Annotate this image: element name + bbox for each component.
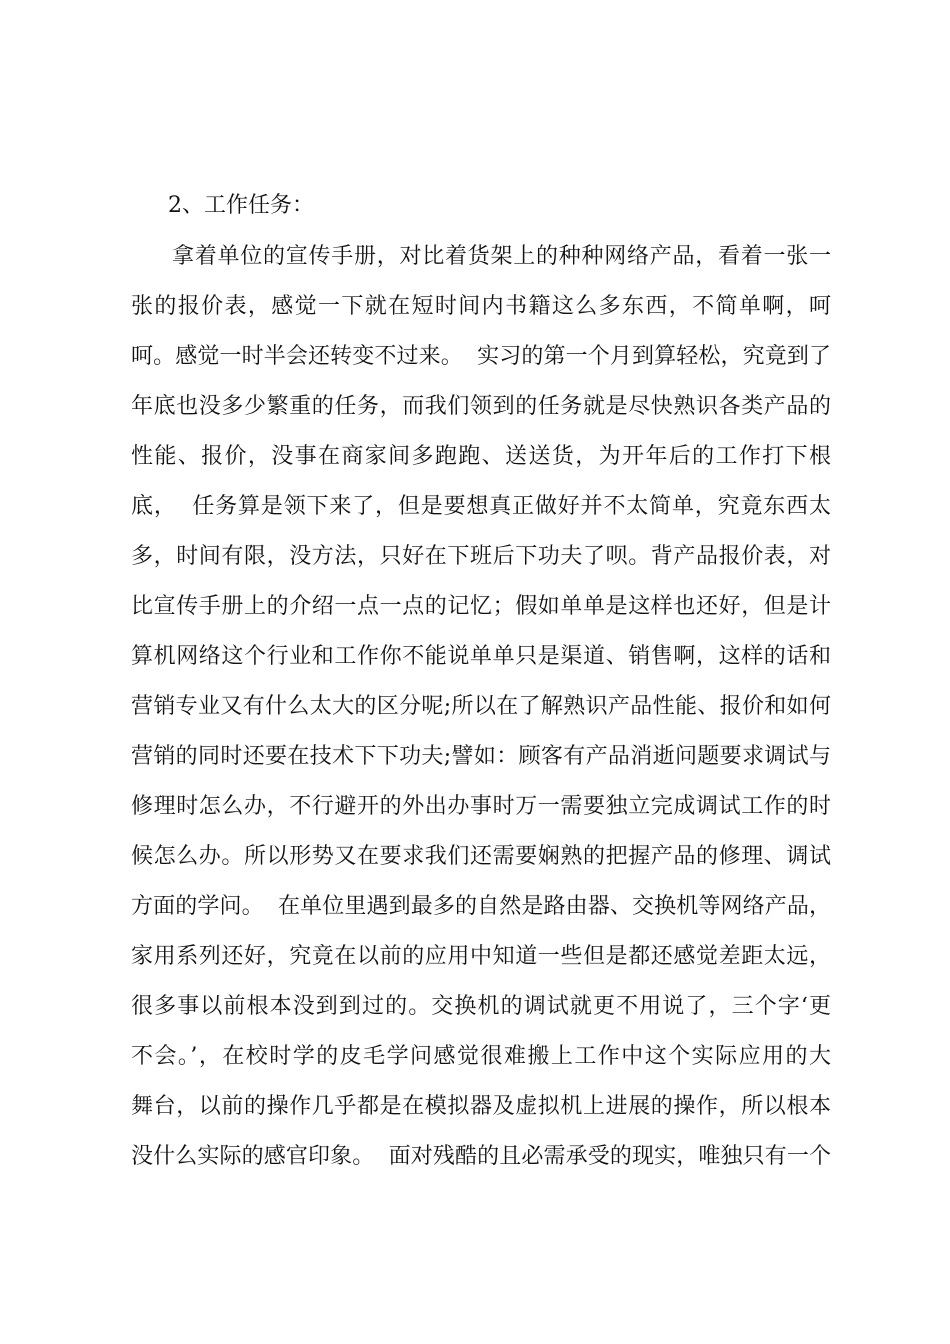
paragraph-line: 比宣传手册上的介绍一点一点的记忆；假如单单是这样也还好，但是计 xyxy=(131,594,831,619)
paragraph-line: 没什么实际的感官印象。 面对残酷的且必需承受的现实，唯独只有一个 xyxy=(131,1144,831,1169)
paragraph-line: 算机网络这个行业和工作你不能说单单只是渠道、销售啊，这样的话和 xyxy=(131,644,831,669)
paragraph-line: 营销的同时还要在技术下下功夫;譬如：顾客有产品消逝问题要求调试与 xyxy=(131,744,831,769)
paragraph-line: 呵。感觉一时半会还转变不过来。 实习的第一个月到算轻松，究竟到了 xyxy=(131,344,831,369)
paragraph-line: 多，时间有限，没方法，只好在下班后下功夫了呗。背产品报价表，对 xyxy=(131,544,831,569)
paragraph-line: 性能、报价，没事在商家间多跑跑、送送货，为开年后的工作打下根 xyxy=(131,444,831,469)
paragraph-line: 拿着单位的宣传手册，对比着货架上的种种网络产品，看着一张一 xyxy=(172,244,831,269)
paragraph-line: 不会。’，在校时学的皮毛学问感觉很难搬上工作中这个实际应用的大 xyxy=(131,1044,831,1069)
paragraph-line: 底， 任务算是领下来了，但是要想真正做好并不太简单，究竟东西太 xyxy=(131,494,831,519)
paragraph-line: 修理时怎么办，不行避开的外出办事时万一需要独立完成调试工作的时 xyxy=(131,794,831,819)
paragraph-line: 营销专业又有什么太大的区分呢;所以在了解熟识产品性能、报价和如何 xyxy=(131,694,831,719)
paragraph-line: 很多事以前根本没到到过的。交换机的调试就更不用说了，三个字‘更 xyxy=(131,994,831,1019)
paragraph-line: 方面的学问。 在单位里遇到最多的自然是路由器、交换机等网络产品， xyxy=(131,894,831,919)
paragraph-line: 年底也没多少繁重的任务，而我们领到的任务就是尽快熟识各类产品的 xyxy=(131,394,831,419)
paragraph-line: 家用系列还好，究竟在以前的应用中知道一些但是都还感觉差距太远， xyxy=(131,944,831,969)
paragraph-line: 候怎么办。所以形势又在要求我们还需要娴熟的把握产品的修理、调试 xyxy=(131,844,831,869)
section-heading: 2、工作任务： xyxy=(168,193,314,218)
paragraph-line: 张的报价表，感觉一下就在短时间内书籍这么多东西，不简单啊，呵 xyxy=(131,294,831,319)
paragraph-line: 舞台，以前的操作几乎都是在模拟器及虚拟机上进展的操作，所以根本 xyxy=(131,1094,831,1119)
